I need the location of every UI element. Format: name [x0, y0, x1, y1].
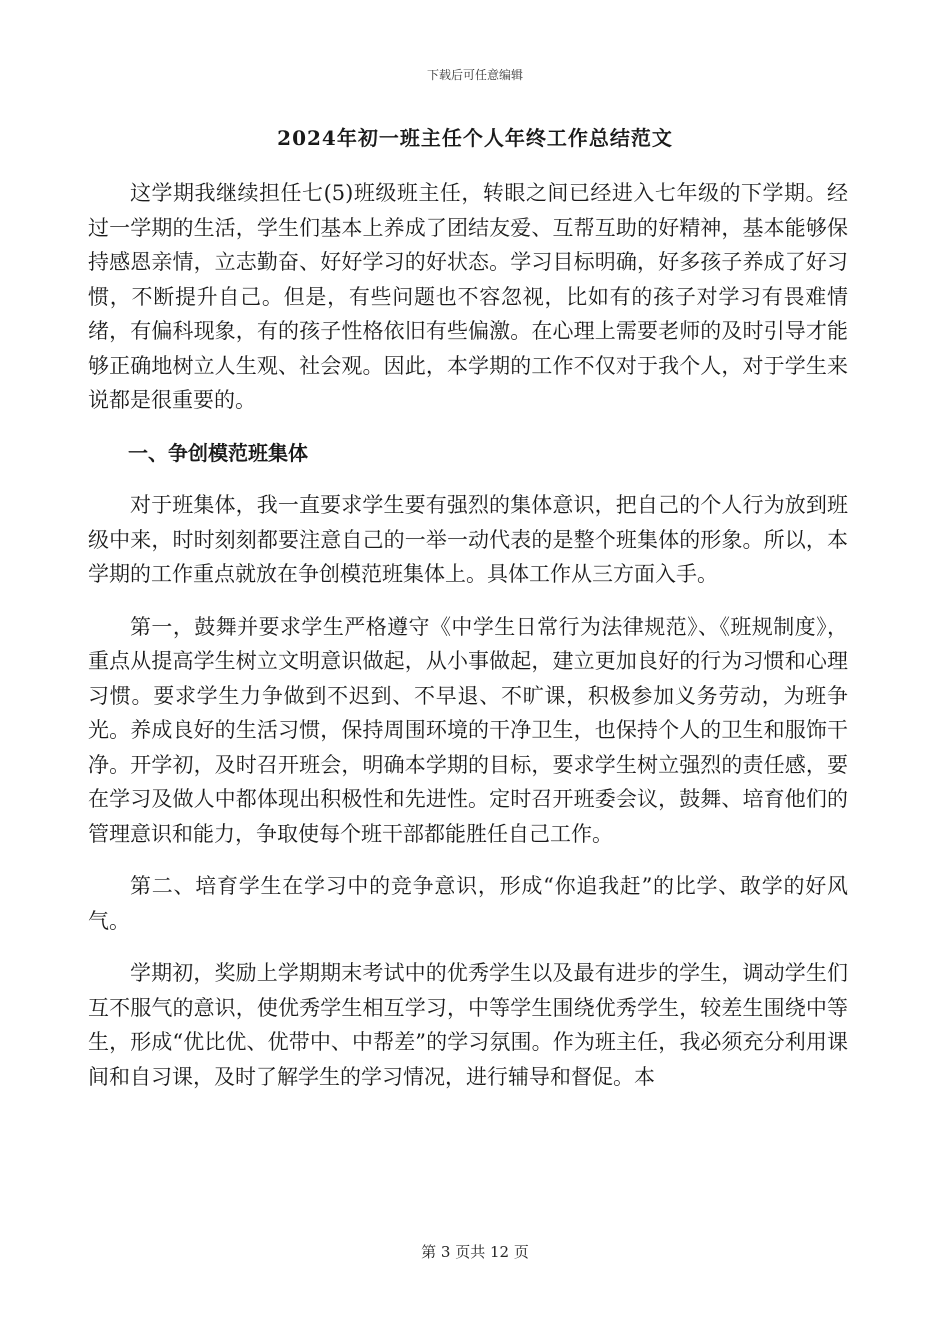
- document-body: [88, 176, 848, 1094]
- page-header-note: 下载后可任意编辑: [426, 68, 523, 82]
- body-paragraph: 第一，鼓舞并要求学生严格遵守《中学生日常行为法律规范》、《班规制度》，重点从提高学生树立文明意识做起，从小事做起，建立更加良好的行为习惯和心理习惯。要求学生力争做到不迟到、不早退、不旷课，积极参加义务劳动，为班争光。养成良好的生活习惯，保持周围环境的干净卫生，也保持个人的卫生和服饰干净。开学初，及时召开班会，明确本学期的目标，要求学生树立强烈的责任感，要在学习及做人中都体现出积极性和先进性。定时召开班委会议，鼓舞、培育他们的管理意识和能力，争取使每个班干部都能胜任自己工作。: [88, 614, 848, 846]
- body-paragraph: 学期初，奖励上学期期末考试中的优秀学生以及最有进步的学生，调动学生们互不服气的意识，使优秀学生相互学习，中等学生围绕优秀学生，较差生围绕中等生，形成“优比优、优带中、中帮差”的学习氛围。作为班主任，我必须充分利用课间和自习课，及时了解学生的学习情况，进行辅导和督促。本: [88, 961, 848, 1089]
- document-title: 2024年初一班主任个人年终工作总结范文: [277, 126, 673, 150]
- page-number: 第 3 页共 12 页: [421, 1243, 529, 1261]
- body-paragraph: 对于班集体，我一直要求学生要有强烈的集体意识，把自己的个人行为放到班级中来，时时刻刻都要注意自己的一举一动代表的是整个班集体的形象。所以，本学期的工作重点就放在争创模范班集体上。具体工作从三方面入手。: [88, 493, 848, 586]
- body-paragraph: 第二、培育学生在学习中的竞争意识，形成“你追我赶”的比学、敢学的好风气。: [88, 874, 848, 933]
- section-heading: 一、争创模范班集体: [128, 440, 308, 465]
- intro-paragraph: 这学期我继续担任七(5)班级班主任，转眼之间已经进入七年级的下学期。经过一学期的生活，学生们基本上养成了团结友爱、互帮互助的好精神，基本能够保持感恩亲情，立志勤奋、好好学习的好状态。学习目标明确，好多孩子养成了好习惯，不断提升自己。但是，有些问题也不容忽视，比如有的孩子对学习有畏难情绪，有偏科现象，有的孩子性格依旧有些偏激。在心理上需要老师的及时引导才能够正确地树立人生观、社会观。因此，本学期的工作不仅对于我个人，对于学生来说都是很重要的。: [88, 181, 848, 412]
